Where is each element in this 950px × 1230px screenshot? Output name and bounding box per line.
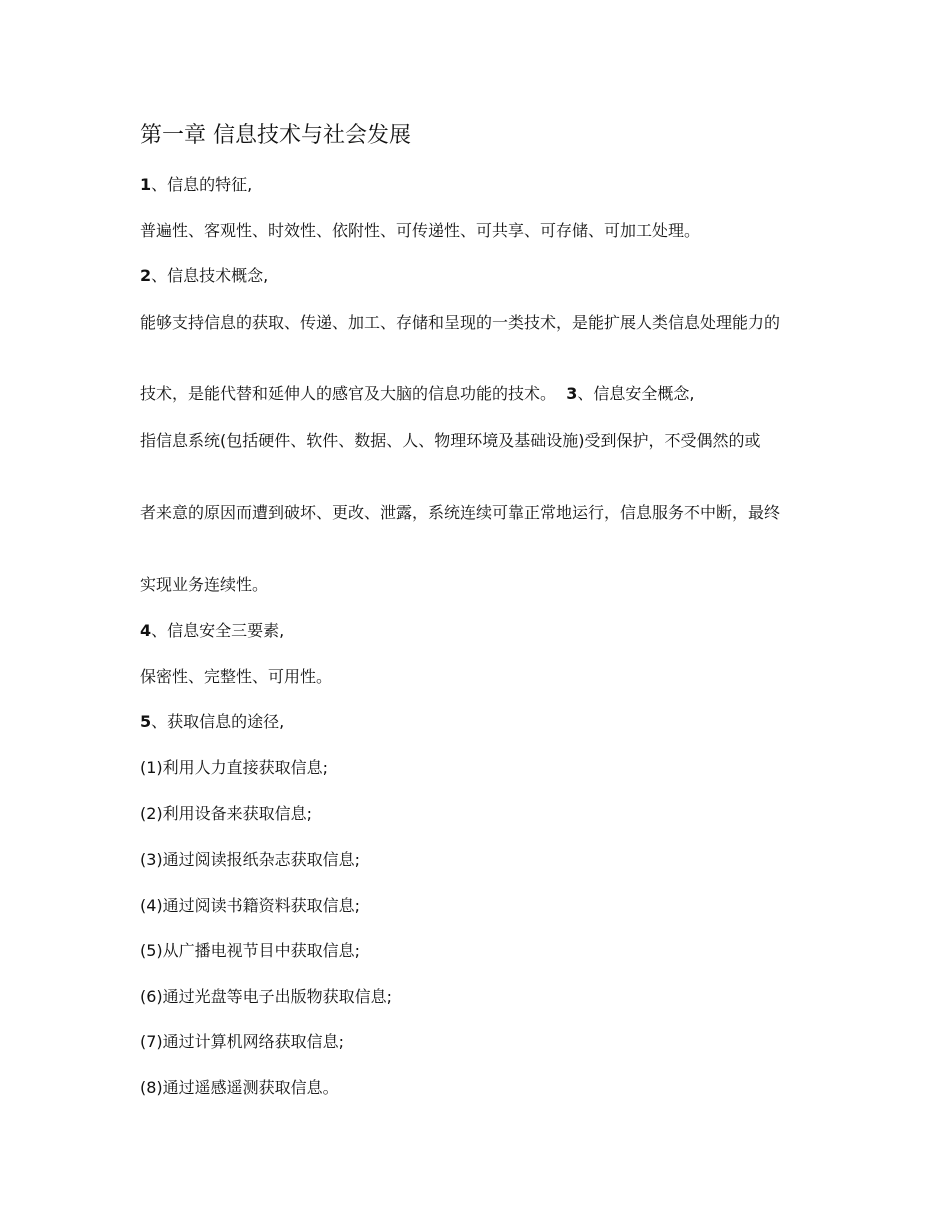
section-number: 2 bbox=[140, 266, 152, 285]
section-heading-5 bbox=[140, 710, 805, 734]
section-heading-2 bbox=[140, 264, 805, 288]
section-heading-4 bbox=[140, 619, 805, 643]
paragraph-security-def-3: 实现业务连续性。 bbox=[140, 575, 269, 594]
list-item-way-5: (5)从广播电视节目中获取信息; bbox=[140, 941, 361, 960]
paragraph-security-def-1: 指信息系统(包括硬件、软件、数据、人、物理环境及基础设施)受到保护，不受偶然的或 bbox=[140, 431, 761, 450]
section-number: 3 bbox=[566, 384, 578, 403]
list-item-way-6: (6)通过光盘等电子出版物获取信息; bbox=[140, 987, 393, 1006]
section-heading-1 bbox=[140, 173, 805, 197]
section-heading-text: 、信息安全概念, bbox=[577, 384, 695, 403]
section-heading-text: 、信息的特征, bbox=[151, 175, 253, 194]
list-item-way-7: (7)通过计算机网络获取信息; bbox=[140, 1032, 345, 1051]
list-item-way-4: (4)通过阅读书籍资料获取信息; bbox=[140, 896, 361, 915]
section-heading-text: 、信息安全三要素, bbox=[151, 621, 285, 640]
list-item-way-8: (8)通过遥感遥测获取信息。 bbox=[140, 1078, 339, 1097]
list-item-way-3: (3)通过阅读报纸杂志获取信息; bbox=[140, 850, 361, 869]
paragraph-features: 普遍性、客观性、时效性、依附性、可传递性、可共享、可存储、可加工处理。 bbox=[140, 221, 701, 240]
section-heading-text: 、获取信息的途径, bbox=[151, 712, 285, 731]
paragraph-text: 技术，是能代替和延伸人的感官及大脑的信息功能的技术。 bbox=[140, 384, 557, 403]
paragraph-three-elements: 保密性、完整性、可用性。 bbox=[140, 667, 333, 686]
section-heading-text: 、信息技术概念, bbox=[151, 266, 269, 285]
paragraph-tech-def-2 bbox=[140, 382, 805, 406]
list-item-way-2: (2)利用设备来获取信息; bbox=[140, 804, 313, 823]
chapter-title: 第一章 信息技术与社会发展 bbox=[140, 123, 411, 148]
list-item-way-1: (1)利用人力直接获取信息; bbox=[140, 758, 329, 777]
paragraph-security-def-2: 者来意的原因而遭到破坏、更改、泄露，系统连续可靠正常地运行，信息服务不中断，最终 bbox=[140, 503, 781, 522]
section-number: 5 bbox=[140, 712, 152, 731]
paragraph-tech-def-1: 能够支持信息的获取、传递、加工、存储和呈现的一类技术，是能扩展人类信息处理能力的 bbox=[140, 313, 781, 332]
section-number: 1 bbox=[140, 175, 152, 194]
section-number: 4 bbox=[140, 621, 152, 640]
